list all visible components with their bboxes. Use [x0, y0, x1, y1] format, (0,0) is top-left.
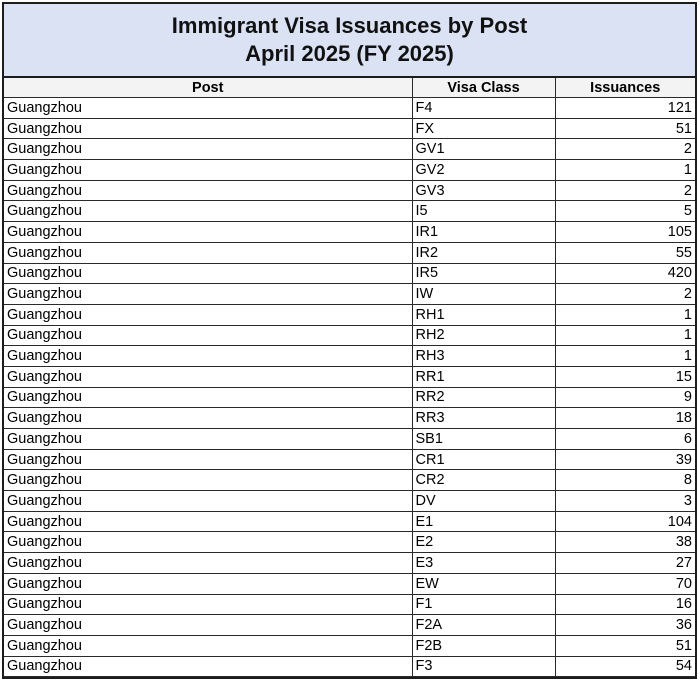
post-cell: Guangzhou [4, 201, 412, 222]
issuances-cell: 1 [555, 346, 695, 367]
table-row [4, 594, 695, 615]
column-header-post: Post [4, 78, 412, 98]
issuances-cell: 3 [555, 491, 695, 512]
visa-class-cell: E1 [412, 511, 555, 532]
post-cell: Guangzhou [4, 553, 412, 574]
table-row [4, 491, 695, 512]
table-row [4, 366, 695, 387]
issuances-cell: 55 [555, 242, 695, 263]
visa-class-cell: GV1 [412, 139, 555, 160]
issuances-cell: 16 [555, 594, 695, 615]
column-header-issuances: Issuances [555, 78, 695, 98]
issuances-cell: 6 [555, 429, 695, 450]
issuance-table [4, 78, 695, 677]
visa-class-cell: GV2 [412, 160, 555, 181]
visa-class-cell: I5 [412, 201, 555, 222]
issuances-cell: 51 [555, 118, 695, 139]
visa-class-cell: SB1 [412, 429, 555, 450]
issuances-cell: 9 [555, 387, 695, 408]
issuances-cell: 2 [555, 139, 695, 160]
issuances-cell: 51 [555, 635, 695, 656]
table-row [4, 222, 695, 243]
issuances-cell: 39 [555, 449, 695, 470]
visa-class-cell: GV3 [412, 180, 555, 201]
issuances-cell: 18 [555, 408, 695, 429]
issuances-cell: 121 [555, 98, 695, 119]
visa-class-cell: F3 [412, 656, 555, 677]
document-subtitle: April 2025 (FY 2025) [245, 41, 454, 66]
visa-issuance-sheet [2, 2, 697, 679]
issuances-cell: 104 [555, 511, 695, 532]
issuances-cell: 8 [555, 470, 695, 491]
visa-class-cell: RR1 [412, 366, 555, 387]
table-row [4, 325, 695, 346]
visa-class-cell: EW [412, 573, 555, 594]
table-row [4, 139, 695, 160]
post-cell: Guangzhou [4, 408, 412, 429]
visa-class-cell: RR2 [412, 387, 555, 408]
post-cell: Guangzhou [4, 491, 412, 512]
post-cell: Guangzhou [4, 573, 412, 594]
visa-class-cell: FX [412, 118, 555, 139]
visa-class-cell: CR2 [412, 470, 555, 491]
post-cell: Guangzhou [4, 387, 412, 408]
visa-class-cell: DV [412, 491, 555, 512]
post-cell: Guangzhou [4, 139, 412, 160]
visa-class-cell: RH3 [412, 346, 555, 367]
post-cell: Guangzhou [4, 346, 412, 367]
post-cell: Guangzhou [4, 222, 412, 243]
post-cell: Guangzhou [4, 615, 412, 636]
table-body [4, 98, 695, 677]
visa-class-cell: E2 [412, 532, 555, 553]
post-cell: Guangzhou [4, 449, 412, 470]
issuances-cell: 38 [555, 532, 695, 553]
visa-class-cell: RR3 [412, 408, 555, 429]
table-row [4, 304, 695, 325]
issuances-cell: 54 [555, 656, 695, 677]
table-row [4, 573, 695, 594]
table-row [4, 635, 695, 656]
table-row [4, 470, 695, 491]
issuances-cell: 5 [555, 201, 695, 222]
table-row [4, 449, 695, 470]
post-cell: Guangzhou [4, 594, 412, 615]
post-cell: Guangzhou [4, 325, 412, 346]
table-row [4, 98, 695, 119]
visa-class-cell: IR5 [412, 263, 555, 284]
table-row [4, 263, 695, 284]
issuances-cell: 70 [555, 573, 695, 594]
table-row [4, 511, 695, 532]
visa-class-cell: F1 [412, 594, 555, 615]
visa-class-cell: F4 [412, 98, 555, 119]
post-cell: Guangzhou [4, 284, 412, 305]
post-cell: Guangzhou [4, 242, 412, 263]
post-cell: Guangzhou [4, 118, 412, 139]
post-cell: Guangzhou [4, 263, 412, 284]
post-cell: Guangzhou [4, 366, 412, 387]
table-row [4, 118, 695, 139]
visa-class-cell: RH2 [412, 325, 555, 346]
post-cell: Guangzhou [4, 429, 412, 450]
issuances-cell: 2 [555, 284, 695, 305]
visa-class-cell: IR1 [412, 222, 555, 243]
visa-class-cell: CR1 [412, 449, 555, 470]
table-row [4, 408, 695, 429]
table-row [4, 429, 695, 450]
table-row [4, 180, 695, 201]
issuances-cell: 105 [555, 222, 695, 243]
table-row [4, 201, 695, 222]
table-row [4, 346, 695, 367]
post-cell: Guangzhou [4, 635, 412, 656]
issuances-cell: 1 [555, 325, 695, 346]
table-header-row [4, 78, 695, 98]
visa-class-cell: RH1 [412, 304, 555, 325]
issuances-cell: 1 [555, 304, 695, 325]
post-cell: Guangzhou [4, 470, 412, 491]
issuances-cell: 1 [555, 160, 695, 181]
issuances-cell: 2 [555, 180, 695, 201]
post-cell: Guangzhou [4, 656, 412, 677]
table-row [4, 615, 695, 636]
document-title: Immigrant Visa Issuances by Post [171, 13, 528, 38]
issuances-cell: 27 [555, 553, 695, 574]
post-cell: Guangzhou [4, 160, 412, 181]
table-row [4, 242, 695, 263]
table-row [4, 656, 695, 677]
table-row [4, 160, 695, 181]
table-row [4, 387, 695, 408]
post-cell: Guangzhou [4, 511, 412, 532]
post-cell: Guangzhou [4, 180, 412, 201]
table-row [4, 532, 695, 553]
title-block [4, 4, 695, 78]
visa-class-cell: F2B [412, 635, 555, 656]
column-header-visa-class: Visa Class [412, 78, 555, 98]
visa-class-cell: F2A [412, 615, 555, 636]
post-cell: Guangzhou [4, 532, 412, 553]
table-row [4, 553, 695, 574]
issuances-cell: 15 [555, 366, 695, 387]
visa-class-cell: IR2 [412, 242, 555, 263]
visa-class-cell: E3 [412, 553, 555, 574]
table-row [4, 284, 695, 305]
visa-class-cell: IW [412, 284, 555, 305]
issuances-cell: 420 [555, 263, 695, 284]
post-cell: Guangzhou [4, 304, 412, 325]
post-cell: Guangzhou [4, 98, 412, 119]
issuances-cell: 36 [555, 615, 695, 636]
